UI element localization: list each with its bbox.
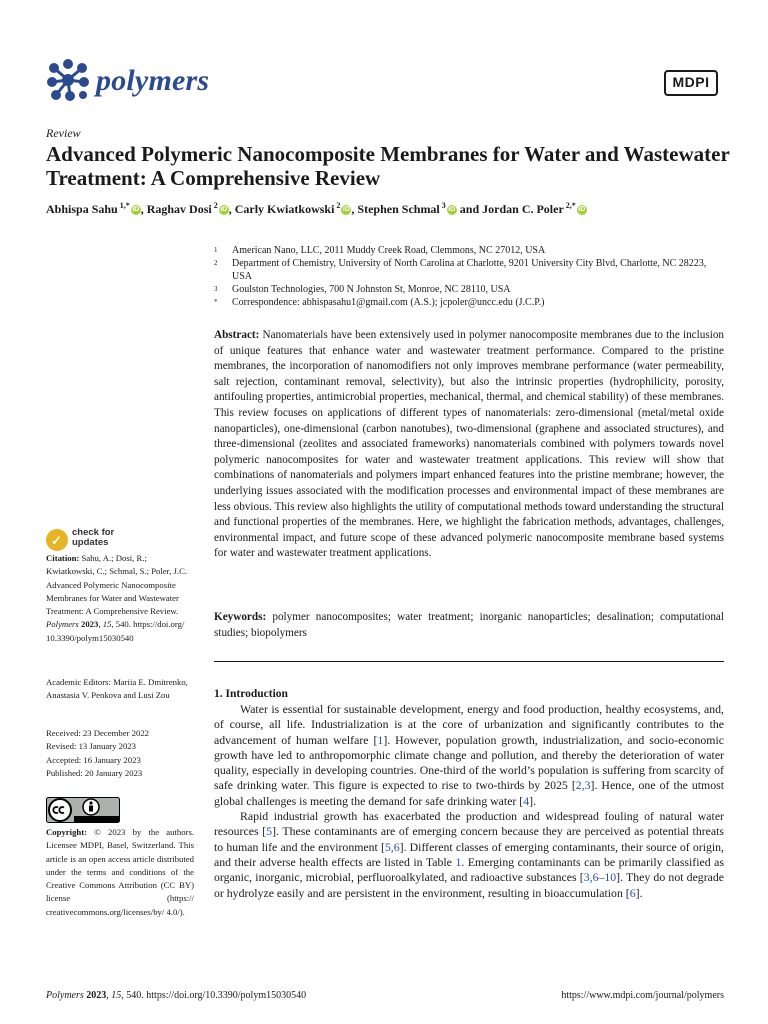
- cc-by-license-icon[interactable]: [46, 797, 120, 823]
- orcid-icon[interactable]: iD: [448, 206, 456, 214]
- paragraph-text: ]. However, population growth, industrialization, and socio-economic growth have led to anthropomorphic climate change and pollution, and thereby the deterioration of water quality, especially in developing countries. One-third of the world’s population is suffering from scarcity of safe drinking water. This figure is expected to rise to two-thirds by 2025 [: [214, 732, 724, 793]
- footer-doi[interactable]: , 540. https://doi.org/10.3390/polym15030540: [121, 990, 307, 1001]
- keywords-label: Keywords:: [214, 611, 267, 623]
- article-dates: [46, 727, 194, 780]
- author-name: Carly Kwiatkowski: [234, 202, 335, 216]
- citation-journal: Polymers: [46, 619, 79, 630]
- reference-link[interactable]: 1: [377, 732, 384, 747]
- orcid-icon[interactable]: iD: [220, 206, 228, 214]
- paragraph-text: ].: [635, 885, 643, 900]
- affiliation-text: Goulston Technologies, 700 N Johnston St, Monroe, NC 28110, USA: [232, 284, 511, 295]
- paragraph-text: Rapid industrial growth has exacerbated the production and widespread fouling of natural water resources [: [214, 809, 724, 839]
- paragraph-text: . Emerging contaminants can be primarily classified as organic, inorganic, microbial, perfluoroalkylated, and radioactive substances [: [214, 854, 724, 885]
- affiliation-number: *: [214, 298, 218, 306]
- paragraph-text: Water is essential for sustainable development, energy and food production, healthy ecosystems, and, of course, all life. Industrialization is at the core of urbanization and significantly contributes to the advancement of human welfare [: [214, 702, 724, 747]
- keywords-text: polymer nanocomposites; water treatment; inorganic nanoparticles; desalination; computational studies; biopolymers: [214, 611, 725, 639]
- keywords: [214, 610, 724, 641]
- reference-link[interactable]: 3,6–10: [583, 870, 617, 885]
- reference-link[interactable]: 5: [266, 824, 273, 839]
- publisher-logo-text: MDPI: [672, 74, 710, 90]
- paragraph-text: ].: [529, 793, 537, 808]
- footer-journal-url[interactable]: https://www.mdpi.com/journal/polymers: [561, 990, 724, 1001]
- footer-citation: Polymers 2023, 15, 540. https://doi.org/10.3390/polym15030540: [46, 990, 307, 1001]
- intro-paragraph-1: [214, 702, 724, 809]
- polymers-logo-icon: [46, 58, 92, 102]
- author-name: Stephen Schmal: [357, 202, 440, 216]
- reference-link[interactable]: 1: [455, 854, 462, 869]
- intro-paragraph-2: [214, 809, 724, 901]
- check-updates-line1: check for: [72, 527, 115, 538]
- date-accepted: Accepted: 16 January 2023: [46, 754, 141, 765]
- article-type: Review: [46, 126, 81, 140]
- author-name: Raghav Dosi: [146, 202, 212, 216]
- orcid-icon[interactable]: iD: [342, 206, 350, 214]
- publisher-logo[interactable]: [664, 70, 720, 98]
- author-affiliation-sup: 3: [439, 201, 446, 210]
- author-separator: and: [456, 202, 483, 216]
- affiliation-text: Department of Chemistry, University of North Carolina at Charlotte, 9201 University City Blvd, Charlotte, NC 28223, USA: [232, 258, 707, 282]
- orcid-icon[interactable]: iD: [132, 206, 140, 214]
- journal-name[interactable]: polymers: [96, 64, 210, 97]
- check-for-updates-button[interactable]: [46, 527, 156, 555]
- citation-label: Citation:: [46, 553, 80, 563]
- affiliation-text: American Nano, LLC, 2011 Muddy Creek Road, Clemmons, NC 27012, USA: [232, 245, 546, 256]
- author-name: Jordan C. Poler: [482, 202, 564, 216]
- copyright-label: Copyright:: [46, 827, 88, 837]
- abstract-label: Abstract:: [214, 329, 260, 341]
- affiliation-item: [214, 257, 724, 283]
- reference-link[interactable]: 5,6: [384, 839, 400, 854]
- abstract: [214, 328, 724, 562]
- body-text: [214, 702, 724, 901]
- paragraph-text: ]. Different classes of emerging contaminants, their source of origin, and their adverse health effects are listed in Table: [214, 839, 724, 869]
- author-list: [46, 201, 736, 217]
- citation-year: 2023: [80, 619, 99, 630]
- citation-text: Sahu, A.; Dosi, R.; Kwiatkowski, C.; Schmal, S.; Poler, J.C. Advanced Polymeric Nanocomposite Membranes for Water and Wastewater Treatment: A Comprehensive Review.: [46, 553, 188, 617]
- reference-link[interactable]: 4: [523, 793, 530, 808]
- affiliation-number: 2: [214, 259, 218, 267]
- footer-year: 2023: [86, 990, 107, 1001]
- paragraph-text: ]. They do not degrade or hydrolyze easily and are persistent in the environment, resulting in bioaccumulation [: [214, 870, 725, 900]
- academic-editors: Academic Editors: Mariia E. Dmitrenko, Anastasia V. Penkova and Lusi Zou: [46, 677, 188, 701]
- affiliation-item: [214, 244, 724, 257]
- affiliation-item: [214, 283, 724, 296]
- author-name: Abhispa Sahu: [46, 202, 118, 216]
- copyright-block: [46, 826, 194, 919]
- author-affiliation-sup: 2,*: [563, 201, 576, 210]
- date-revised: Revised: 13 January 2023: [46, 741, 136, 752]
- check-updates-icon: ✓: [46, 529, 68, 551]
- affiliation-number: 1: [214, 246, 218, 254]
- author-separator: ,: [140, 202, 147, 216]
- paragraph-text: ]. Hence, one of the utmost global challenges is meeting the demand for safe drinking water [: [214, 778, 725, 808]
- affiliation-number: 3: [214, 285, 218, 293]
- author-separator: ,: [228, 202, 235, 216]
- copyright-text: © 2023 by the authors. Licensee MDPI, Basel, Switzerland. This article is an open access article distributed under the terms and conditions of the Creative Commons Attribution (CC BY) license (https:// creativecommons.org/licenses/by/ 4.0/).: [46, 827, 194, 917]
- affiliations: [214, 244, 724, 309]
- footer-volume: 15: [111, 990, 122, 1001]
- author-affiliation-sup: 1,*: [117, 201, 130, 210]
- author-affiliation-sup: 2: [211, 201, 218, 210]
- reference-link[interactable]: 6: [629, 885, 636, 900]
- date-published: Published: 20 January 2023: [46, 767, 143, 778]
- check-updates-line2: updates: [72, 537, 109, 548]
- paragraph-text: ]. These contaminants are of emerging concern because they are perceived as potential threats to human life and the environment [: [214, 824, 725, 854]
- orcid-icon[interactable]: iD: [578, 206, 586, 214]
- author-separator: ,: [351, 202, 358, 216]
- section-divider: [214, 661, 724, 662]
- affiliation-text: Correspondence: abhispasahu1@gmail.com (A.S.); jcpoler@uncc.edu (J.C.P.): [232, 297, 545, 308]
- article-title: Advanced Polymeric Nanocomposite Membranes for Water and Wastewater Treatment: A Comprehensive Review: [46, 142, 730, 190]
- affiliation-item: [214, 296, 724, 309]
- citation-doi[interactable]: , 540. https://doi.org/ 10.3390/polym15030540: [46, 619, 185, 643]
- section-heading: 1. Introduction: [214, 688, 288, 700]
- citation-volume: 15: [102, 619, 112, 630]
- date-received: Received: 23 December 2022: [46, 728, 150, 738]
- citation-block: Citation: Sahu, A.; Dosi, R.; Kwiatkowski, C.; Schmal, S.; Poler, J.C. Advanced Polymeric Nanocomposite Membranes for Water and Wastewater Treatment: A Comprehensive Review. Polymers 2023, 15, 540. https://doi.org/ 10.3390/polym15030540: [46, 553, 188, 643]
- abstract-text: Nanomaterials have been extensively used in polymer nanocomposite membranes due to the inclusion of unique features that enhance water and wastewater treatment performance. Compared to the pristine membranes, the incorporation of nanomodifiers not only improves membrane performance (water permeability, salt rejection, contaminant removal, selectivity), but also the intrinsic properties (hydrophilicity, porosity, antifouling properties, antimicrobial properties, mechanical, thermal, and chemical stability) of these membranes. This review focuses on applications of different types of nanomaterials: zero-dimensional (metal/metal oxide nanoparticles), one-dimensional (carbon nanotubes), two-dimensional (graphene and associated structures), and three-dimensional (zeolites and associated frameworks) nanomaterials combined with polymers towards novel polymeric nanocomposites for water and wastewater treatment applications. This review will show that combinations of nanomaterials and polymers impart enhanced features into the pristine membrane; however, the underlying issues associated with the modification processes and environmental impact of these membranes are less obvious. This review also highlights the utility of computational methods toward understanding the structural and functional properties of the membranes. Here, we highlight the fabrication methods, advantages, challenges, environmental impact, and future scope of these advanced polymeric nanocomposite membrane based systems for water and wastewater treatment applications.: [214, 329, 725, 560]
- author-affiliation-sup: 2: [334, 201, 341, 210]
- footer-journal: Polymers: [46, 990, 84, 1001]
- reference-link[interactable]: 2,3: [575, 778, 591, 793]
